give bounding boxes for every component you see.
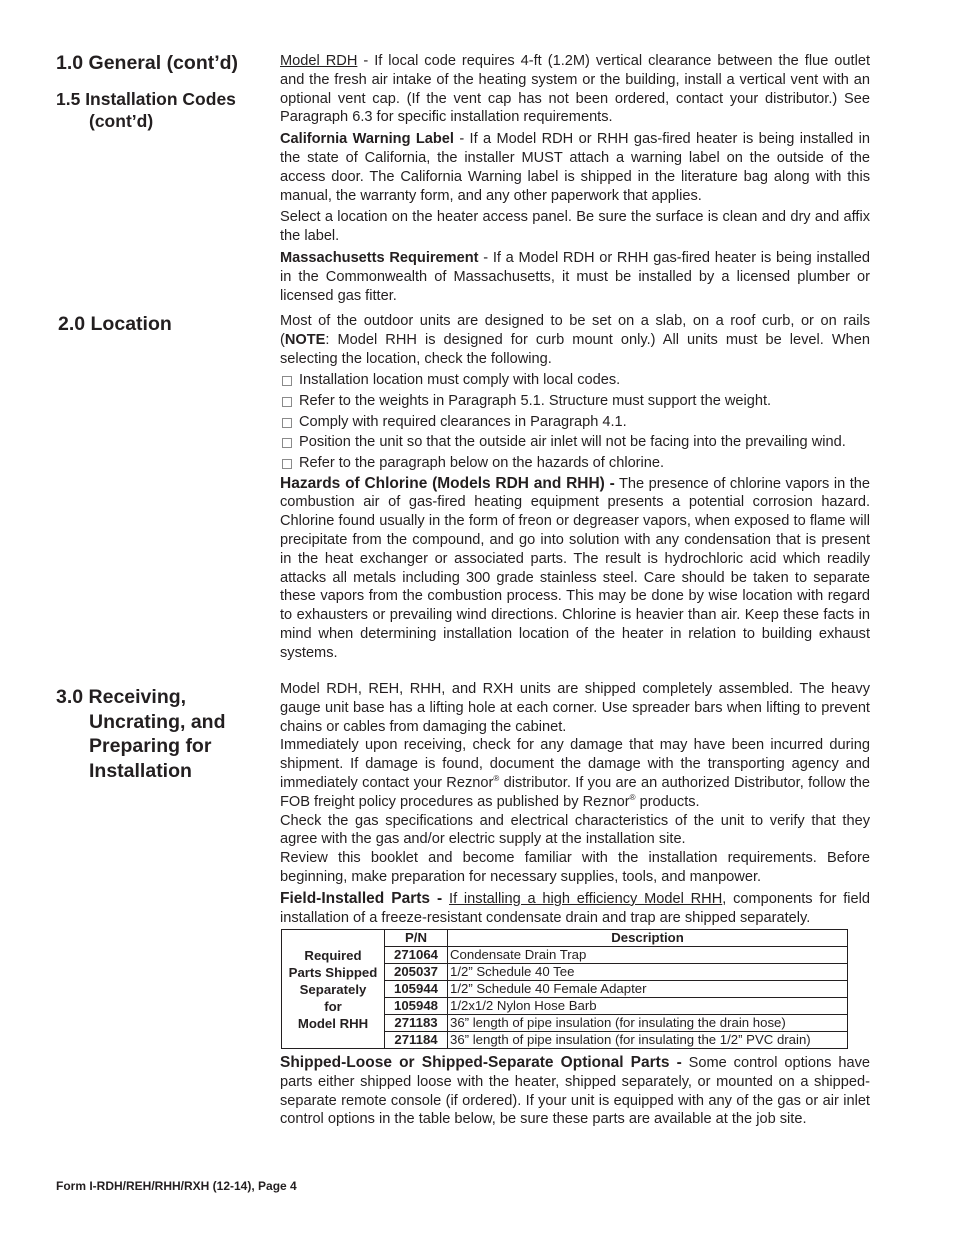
part-description: 1/2” Schedule 40 Tee	[448, 964, 848, 981]
checklist-text: Refer to the weights in Paragraph 5.1. Structure must support the weight.	[299, 392, 772, 409]
page-footer: Form I-RDH/REH/RHH/RXH (12-14), Page 4	[56, 1179, 297, 1193]
parts-table	[281, 929, 848, 1049]
section-receiving-body	[280, 680, 870, 930]
part-description: 1/2” Schedule 40 Female Adapter	[448, 981, 848, 998]
shipped-loose-text: Some control options have parts either shipped loose with the heater, shipped separately, or mounted on a shipped-separate remote console (if ordered). If your unit is equipped with any of the gas or air inlet control options in the table below, be sure these parts are available at the job site.	[280, 1055, 870, 1128]
heading-installation-codes-line2: (cont’d)	[89, 111, 154, 131]
heading-installation-codes	[56, 88, 236, 132]
checklist-item	[280, 454, 870, 473]
checklist-text: Comply with required clearances in Paragraph 4.1.	[299, 413, 627, 430]
checklist-text: Installation location must comply with local codes.	[299, 372, 621, 389]
column-header-pn: P/N	[385, 930, 448, 947]
shipped-paragraph: Model RDH, REH, RHH, and RXH units are shipped completely assembled. The heavy gauge unit base has a lifting hole at each corner. Use spreader bars when lifting to prevent chains or cables from damaging the cabinet.	[280, 681, 870, 735]
damage-text-c: products.	[635, 793, 700, 810]
checklist-item	[280, 433, 870, 452]
model-rdh-paragraph	[280, 52, 870, 127]
heading-location: 2.0 Location	[58, 313, 172, 335]
damage-paragraph	[280, 736, 870, 811]
model-rdh-text: - If local code requires 4-ft (1.2M) vertical clearance between the flue outlet and the fresh air intake of the heating system or the building, install a vertical vent with an optional vent cap. (If the vent cap has not been ordered, contact your distributor.) See Paragraph 6.3 for specific installation requirements.	[280, 53, 870, 126]
heading-installation-codes-line1: 1.5 Installation Codes	[56, 89, 236, 109]
field-installed-label: Field-Installed Parts -	[280, 889, 443, 907]
gas-specs-paragraph: Check the gas specifications and electrical characteristics of the unit to verify that they agree with the gas and/or electric supply at the installation site.	[280, 812, 870, 848]
section-installation-codes-body	[280, 52, 870, 308]
massachusetts-text: - If a Model RDH or RHH gas-fired heater is being installed in the Commonwealth of Massachusetts, it must be installed by a licensed plumber or licensed gas fitter.	[280, 249, 870, 304]
required-line: Parts Shipped	[288, 964, 378, 980]
part-number: 271183	[385, 1015, 448, 1032]
location-checklist	[280, 371, 870, 472]
heading-receiving-line2: Uncrating, and	[89, 710, 226, 733]
registered-mark: ®	[629, 792, 636, 802]
note-label: NOTE	[284, 331, 326, 348]
field-installed-paragraph	[280, 890, 870, 928]
required-line: Model RHH	[297, 1015, 369, 1031]
chlorine-paragraph	[280, 475, 870, 663]
shipped-loose-paragraph	[280, 1054, 870, 1129]
part-number: 205037	[385, 964, 448, 981]
california-paragraph	[280, 130, 870, 205]
damage-text-b: distributor. If you are an authorized Distributor, follow the FOB freight policy procedures as published by Reznor	[280, 774, 871, 810]
review-paragraph: Review this booklet and become familiar with the installation requirements. Before beginning, make preparation for necessary supplies, tools, and manpower.	[280, 850, 870, 885]
checkbox-icon	[282, 459, 292, 469]
column-header-description: Description	[448, 930, 848, 947]
location-intro-b: : Model RHH is designed for curb mount only.) All units must be level. When selecting the location, check the following.	[280, 331, 870, 367]
location-intro	[280, 312, 870, 368]
field-installed-underline: If installing a high efficiency Model RHH	[449, 890, 723, 907]
required-parts-cell	[282, 930, 385, 1049]
required-line: Separately	[299, 981, 367, 997]
checklist-item	[280, 371, 870, 390]
part-number: 105948	[385, 998, 448, 1015]
part-description: Condensate Drain Trap	[448, 947, 848, 964]
heading-receiving-line3: Preparing for	[89, 735, 212, 757]
massachusetts-label: Massachusetts Requirement	[280, 249, 479, 266]
heading-receiving-line1: 3.0 Receiving,	[56, 686, 187, 708]
checkbox-icon	[282, 376, 292, 386]
checklist-text: Refer to the paragraph below on the hazards of chlorine.	[299, 454, 665, 471]
checkbox-icon	[282, 418, 292, 428]
location-intro-a: Most of the outdoor units are designed to be set on a slab, on a roof curb, or on rails (	[280, 313, 870, 348]
chlorine-label: Hazards of Chlorine (Models RDH and RHH) -	[280, 474, 615, 492]
table-header-row	[282, 930, 848, 947]
part-number: 271184	[385, 1032, 448, 1049]
shipped-loose-section	[280, 1054, 870, 1132]
part-description: 36” length of pipe insulation (for insulating the drain hose)	[448, 1015, 848, 1032]
model-rdh-label: Model RDH	[280, 53, 358, 69]
part-description: 36” length of pipe insulation (for insulating the 1/2” PVC drain)	[448, 1032, 848, 1049]
massachusetts-paragraph	[280, 249, 870, 305]
section-location-body	[280, 312, 870, 666]
registered-mark: ®	[493, 774, 500, 784]
select-location-paragraph: Select a location on the heater access panel. Be sure the surface is clean and dry and affix the label.	[280, 209, 870, 245]
chlorine-text: The presence of chlorine vapors in the combustion air of gas-fired heating equipment presents a potential corrosion hazard. Chlorine found usually in the form of freon or degreaser vapors, when exposed to flame will precipitate from the compound, and go into solution with any condensation that is present in the heat exchanger or associated parts. The result is hydrochloric acid which readily attacks all metals including 300 grade stainless steel. Care should be taken to separate these vapors from the combustion process. This may be done by wise location with regard to exhausters or prevailing wind directions. Chlorine is heavier than air. Keep these facts in mind when determining installation location of the heater in relation to building exhaust systems.	[280, 475, 871, 661]
required-line: for	[324, 998, 342, 1014]
damage-text-a: Immediately upon receiving, check for any damage that may have been incurred during shipment. If damage is found, document the damage with the transporting agency and immediately contact your Reznor	[280, 737, 870, 791]
field-installed-text: , components for field installation of a freeze-resistant condensate drain and trap are shipped separately.	[280, 890, 870, 926]
checkbox-icon	[282, 438, 292, 448]
heading-receiving-line4: Installation	[89, 759, 192, 782]
part-number: 105944	[385, 981, 448, 998]
shipped-loose-label: Shipped-Loose or Shipped-Separate Optional Parts -	[280, 1054, 682, 1071]
checklist-item	[280, 392, 870, 411]
checklist-item	[280, 413, 870, 432]
required-line: Required	[304, 947, 362, 963]
california-text: - If a Model RDH or RHH gas-fired heater is being installed in the state of California, the installer MUST attach a warning label on the outside of the access door. The California Warning label is shipped in the literature bag along with this manual, the warranty form, and any other paperwork that applies.	[280, 131, 870, 204]
california-label: California Warning Label	[280, 131, 454, 148]
checkbox-icon	[282, 397, 292, 407]
heading-receiving	[56, 685, 226, 783]
part-description: 1/2x1/2 Nylon Hose Barb	[448, 998, 848, 1015]
heading-general: 1.0 General (cont’d)	[56, 52, 239, 74]
part-number: 271064	[385, 947, 448, 964]
checklist-text: Position the unit so that the outside air inlet will not be facing into the prevailing wind.	[299, 434, 846, 451]
